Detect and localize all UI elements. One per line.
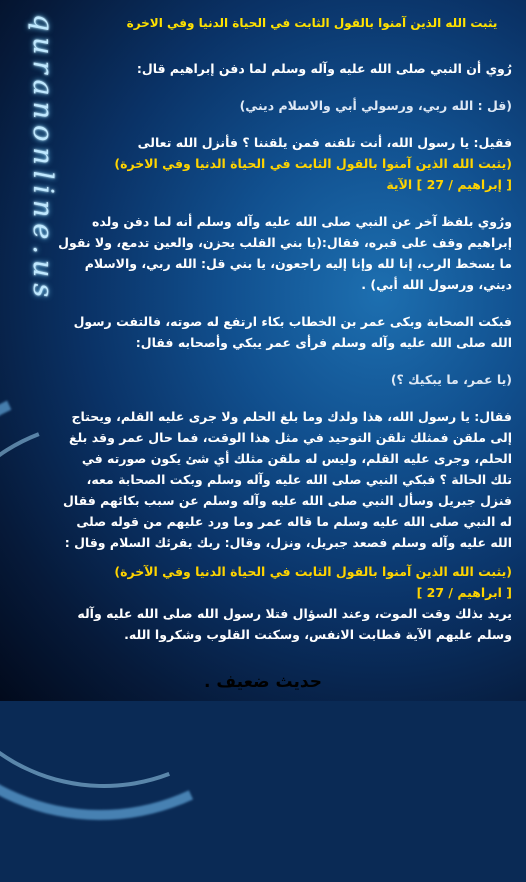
prophet-question-quote: (يا عمر، ما يبكيك ؟) (390, 372, 512, 387)
page-title: يثبت الله الذين آمنوا بالقول الثابت في الحياة الدنيا وفي الاخرة (126, 16, 498, 30)
umar-reply-paragraph: فقال: يا رسول الله، هذا ولدك وما بلغ الحلم ولا جرى عليه القلم، ويحتاج إلى ملقن فمثلك تلقن التوحيد في مثل هذا الوقت، فما حال عمر وقد بلغ الحلم، وجرى عليه القلم، وليس له ملقن مثلك أي شئ يكون صورته في تلك الحالة ؟ فبكي النبي صلى الله عليه وآله وسلم وبكت الصحابة معه، فنزل جبريل وسأل النبي صلى الله عليه وآله وسلم عن سبب بكائهم فقال له النبي صلى الله عليه وسلم ما قاله عمر وما ورد عليهم من قوله صلى الله عليه وآله وسلم فصعد جبريل، ونزل، وقال: ربك يقرئك السلام وقال : (63, 409, 512, 550)
narration-paragraph: ورُوي بلفظ آخر عن النبي صلى الله عليه وآله وسلم أنه لما دفن ولده إبراهيم وقف على قبره، فقال:(يا بني القلب يحزن، والعين تدمع، ولا نقول ما يسخط الرب، إنا لله وإنا إليه راجعون، يا بني قل: الله ربي، والاسلام ديني، ورسول الله أبي) . (58, 214, 512, 292)
question-paragraph: فقيل: يا رسول الله، أنت تلقنه فمن يلقننا ؟ فأنزل الله تعالى (137, 135, 512, 150)
prophet-quote: (قل : الله ربي، ورسولي أبي والاسلام ديني) (239, 98, 512, 113)
intro-paragraph: رُوي أن النبي صلى الله عليه وآله وسلم لما دفن إبراهيم قال: (136, 61, 512, 76)
hadith-text-body (58, 58, 512, 645)
companions-paragraph: فبكت الصحابة وبكى عمر بن الخطاب بكاء ارتفع له صوته، فالتفت رسول الله صلى الله عليه وآله وسلم فرأى عمر يبكي وأصحابه فقال: (73, 314, 512, 350)
verse-reference: [ إبراهيم / 27 ] الآية (386, 177, 512, 192)
quran-verse-repeat: (يثبت الله الذين آمنوا بالقول الثابت في الحياة الدنيا وفي الآخرة) (114, 564, 512, 579)
site-watermark: quranonline.us (27, 14, 58, 304)
quran-verse: (يثبت الله الذين آمنوا بالقول الثابت في الحياة الدنيا وفي الاخرة) (114, 156, 512, 171)
closing-paragraph: يريد بذلك وقت الموت، وعند السؤال فتلا رسول الله صلى الله عليه وآله وسلم عليهم الآية فطابت الانفس، وسكنت القلوب وشكروا الله. (77, 606, 512, 642)
hadith-grade: حديث ضعيف . (204, 672, 322, 692)
verse-reference-repeat: [ ابراهيم / 27 ] (416, 585, 512, 600)
